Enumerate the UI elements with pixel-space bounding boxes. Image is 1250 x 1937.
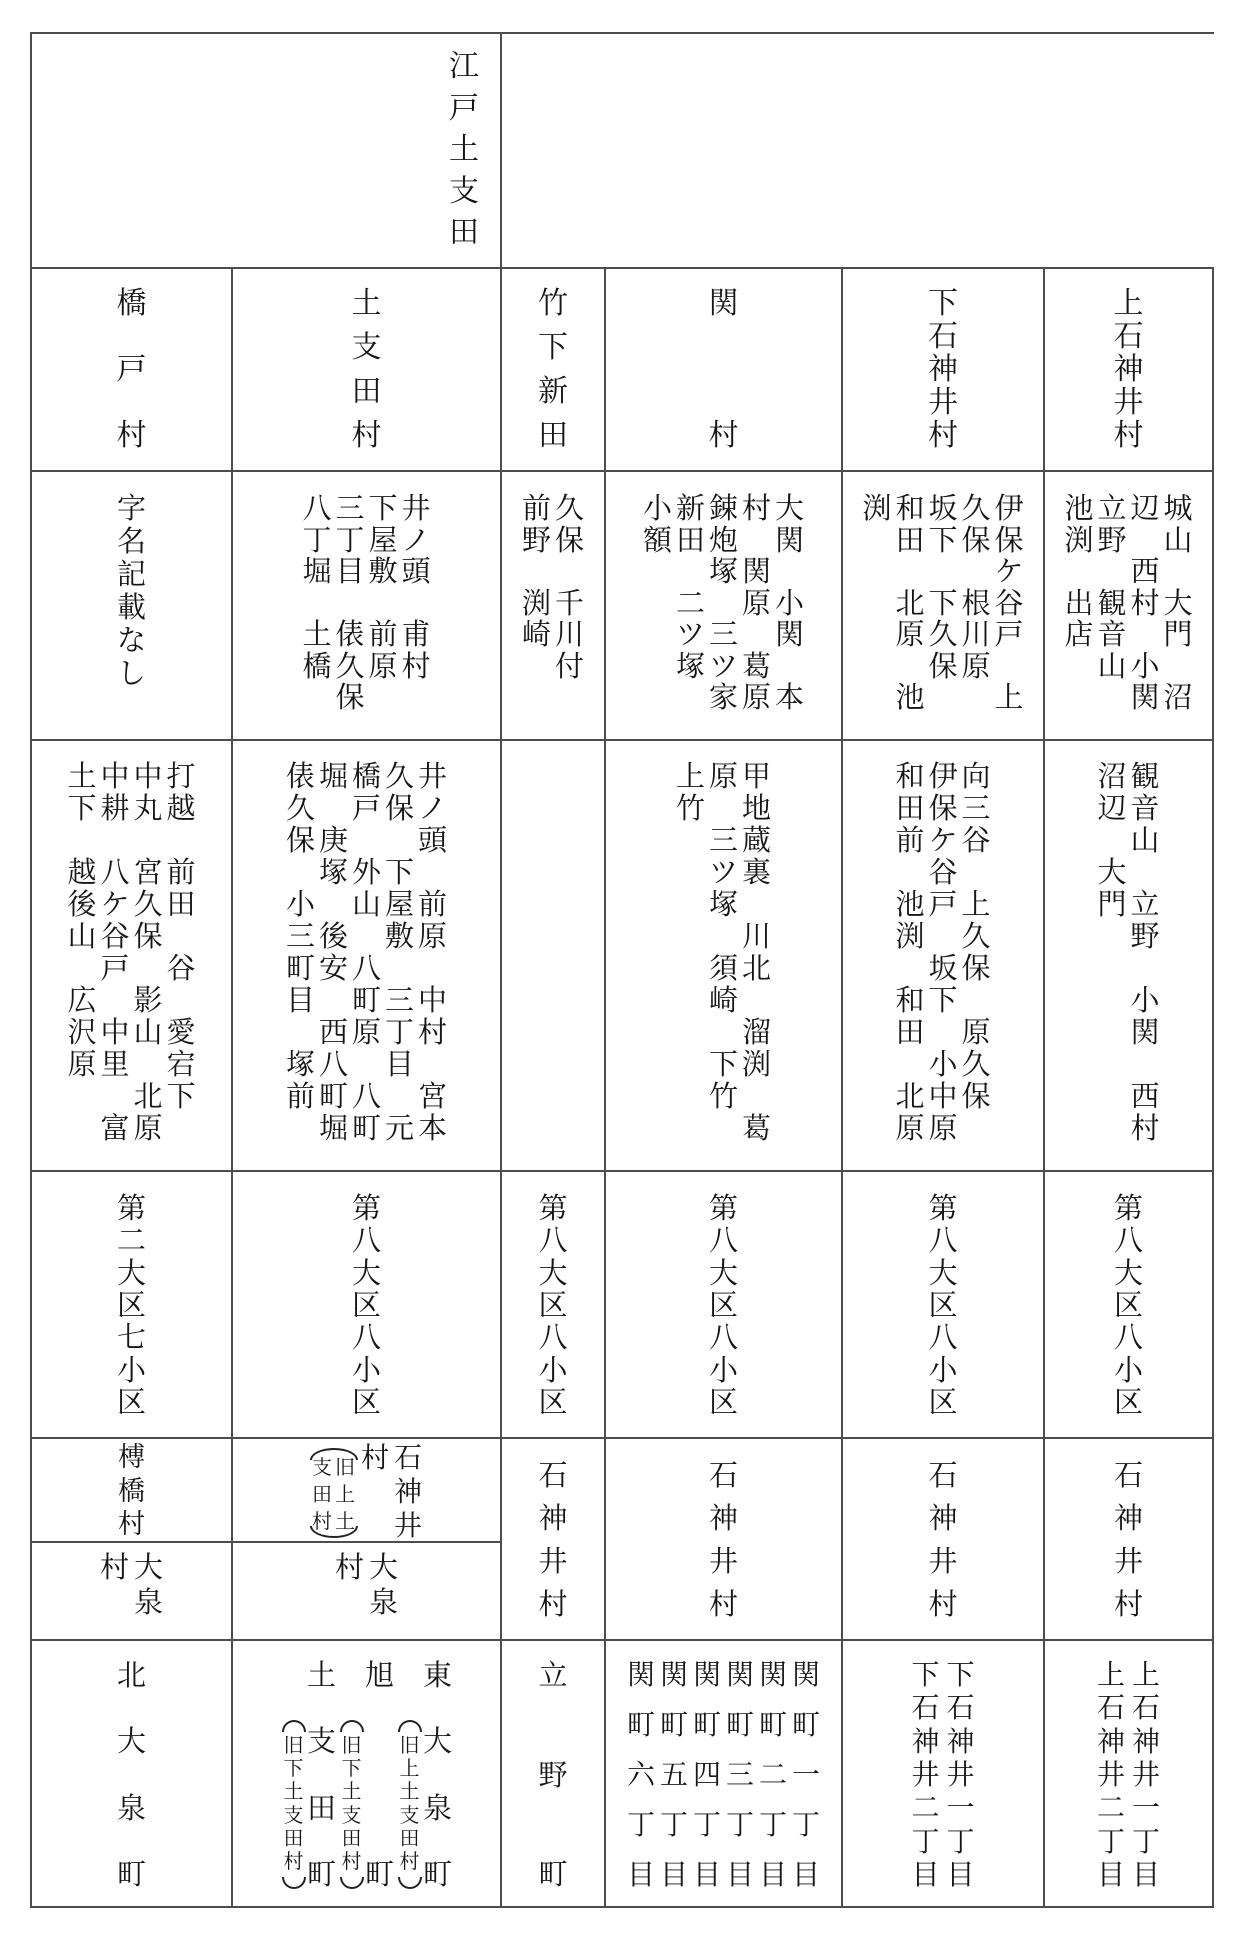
aza-names-cell-empty [502,741,606,1172]
current-town-cell [502,1641,606,1908]
meiji-village-name: 石 神 井 村 [1114,1458,1144,1621]
current-town-name: 土 支 田 町 [307,1658,337,1891]
aza-name-column: 八 丁 堀 土 橋 [302,491,332,683]
district-cell [502,1172,606,1439]
aza-name-column: 村 関 原 葛 原 [742,491,772,714]
aza-name-column: 久 保 千 川 付 [555,491,585,683]
current-town-name: 関 町 五 丁 目 [660,1658,689,1891]
aza-name-column: 渕 [862,491,892,525]
meiji-village-name-column: 大 泉 [134,1550,164,1619]
meiji-village-name-column: 村 [100,1550,130,1584]
current-town-cell [843,1641,1045,1908]
aza-name-column: 立 野 観 音 山 [1097,491,1127,683]
village-name-cell [233,269,502,472]
former-village-note [339,1720,365,1889]
aza-name-column: 中 丸 宮 久 保 影 山 北 原 [133,759,163,1145]
district-label: 第 八 大 区 八 小 区 [1114,1191,1144,1419]
meiji-village-name-column: 大 泉 [369,1550,399,1619]
aza-name-column: 新 田 二 ツ 塚 [676,491,706,683]
village-name: 関 村 [708,286,739,453]
aza-name-column: 俵 久 保 小 三 町 目 塚 前 [286,759,316,1113]
aza-name-column: 和 田 前 池 渕 和 田 北 原 [895,759,925,1145]
district-label: 第 八 大 区 八 小 区 [709,1191,739,1419]
current-town-cell [32,1641,233,1908]
current-town-entry [397,1658,453,1891]
district-cell [32,1172,233,1439]
village-name: 竹 下 新 田 [538,286,568,453]
aza-name-column: 土 下 越 後 山 広 沢 原 [67,759,97,1081]
village-name-cell [502,269,606,472]
district-label: 第 八 大 区 八 小 区 [538,1191,568,1419]
aza-name-column: 伊 保 ケ 谷 戸 坂 下 小 中 原 [928,759,958,1145]
aza-names-cell [843,741,1045,1172]
aza-name-column: 久 保 下 屋 敷 三 丁 目 元 [385,759,415,1145]
aza-names-cell [606,472,843,741]
district-label: 第 八 大 区 八 小 区 [352,1191,382,1419]
village-name-cell [1045,269,1214,472]
meiji-village-cell [502,1439,606,1641]
aza-name-column: 坂 下 下 久 保 [928,491,958,683]
aza-name-column: 堀 庚 塚 後 安 西 八 町 堀 [319,759,349,1145]
aza-name-column: 字 名 記 載 な し [117,491,147,690]
district-label: 第 八 大 区 八 小 区 [928,1191,958,1419]
aza-names-cell [233,472,502,741]
current-town-name: 関 町 二 丁 目 [759,1658,788,1891]
meiji-village-upper-cell [233,1439,502,1543]
aza-name-column: 三 丁 目 俵 久 保 [335,491,365,714]
meiji-village-cell [1045,1439,1214,1641]
meiji-village-name: 石 神 井 村 [538,1458,568,1621]
meiji-village-name: 石 神 井 村 [709,1458,739,1621]
aza-names-cell [606,741,843,1172]
aza-name-column: 下 屋 敷 前 原 [368,491,398,683]
village-name: 土 支 田 村 [351,286,382,453]
aza-name-column: 打 越 前 田 谷 愛 宕 下 [166,759,196,1113]
meiji-village-lower-cell [233,1543,502,1641]
current-town-entry [281,1658,337,1891]
current-town-name: 北 大 泉 町 [117,1658,147,1891]
aza-name-column: 前 野 渕 崎 [522,491,552,651]
aza-name-column: 城 山 大 門 沼 [1163,491,1193,714]
meiji-village-cell [606,1439,843,1641]
note-text-column: 旧 上 土 支 田 村 [399,1733,420,1873]
village-name: 下 石 神 井 村 [928,286,958,453]
meiji-village-name-column: 村 [361,1441,390,1474]
aza-name-column: 橋 戸 外 山 八 町 原 八 町 [352,759,382,1145]
aza-name-column: 和 田 北 原 池 [895,491,925,714]
current-town-name: 立 野 町 [538,1658,568,1891]
meiji-village-name-column: 村 [335,1550,365,1584]
aza-name-column: 久 保 根 川 原 [961,491,991,683]
former-village-note [397,1720,423,1889]
aza-name-column: 辺 西 村 小 関 [1130,491,1160,714]
aza-name-column: 沼 辺 大 門 [1097,759,1127,921]
current-town-cell [233,1641,502,1908]
current-town-name: 下 石 神 井 一 丁 目 [946,1658,975,1891]
aza-name-column: 甲 地 蔵 裏 川 北 溜 渕 葛 [742,759,772,1145]
aza-name-column: 池 渕 出 店 [1064,491,1094,651]
current-town-name: 関 町 四 丁 目 [693,1658,722,1891]
current-town-cell [606,1641,843,1908]
aza-names-cell [1045,472,1214,741]
district-cell [233,1172,502,1439]
village-name: 上 石 神 井 村 [1113,286,1144,453]
aza-name-column: 原 三 ツ 塚 須 崎 下 竹 [709,759,739,1113]
village-name-cell [32,269,233,472]
aza-name-column: 上 竹 [676,759,706,825]
note-text-column: 旧 上 土 [335,1455,355,1533]
header-empty-cell [502,34,1214,269]
aza-name-column: 伊 保 ケ 谷 戸 上 [994,491,1024,714]
aza-name-column: 大 関 小 関 本 [775,491,805,714]
aza-name-column: 向 三 谷 上 久 保 原 久 保 [961,759,991,1113]
meiji-village-name: 榑 橋 村 [118,1442,145,1540]
aza-names-cell [233,741,502,1172]
meiji-village-lower-cell [32,1543,233,1641]
district-cell [843,1172,1045,1439]
village-history-table [30,32,1214,1908]
former-village-note [281,1720,307,1889]
meiji-village-upper-cell [32,1439,233,1543]
aza-name-column: 中 耕 八 ケ 谷 戸 中 里 富 [100,759,130,1145]
aza-names-cell [502,472,606,741]
former-village-note [309,1448,359,1538]
aza-names-cell [1045,741,1214,1172]
aza-name-column: 鋉 炮 塚 三 ツ 家 [709,491,739,714]
aza-name-column: 観 音 山 立 野 小 関 西 村 [1130,759,1160,1145]
village-name-cell [843,269,1045,472]
note-text-column: 支 田 村 [312,1455,332,1533]
district-cell [606,1172,843,1439]
current-town-name: 関 町 六 丁 目 [627,1658,656,1891]
village-name: 橋 戸 村 [116,286,147,453]
header-cell [32,34,502,269]
current-town-name: 東 大 泉 町 [423,1658,453,1891]
district-label: 第 二 大 区 七 小 区 [117,1191,147,1419]
village-name-cell [606,269,843,472]
current-town-name: 下 石 神 井 二 丁 目 [911,1658,940,1891]
aza-names-cell [32,741,233,1172]
aza-name-column: 小 額 [643,491,673,557]
header-title: 江 戸 土 支 田 [449,49,479,250]
current-town-name: 関 町 一 丁 目 [792,1658,821,1891]
note-text-column: 旧 下 土 支 田 村 [283,1733,304,1873]
current-town-entry [339,1658,395,1891]
aza-name-column: 井 ノ 頭 甫 村 [401,491,431,683]
current-town-name: 旭 町 [365,1658,395,1891]
aza-names-cell [32,472,233,741]
aza-names-cell [843,472,1045,741]
current-town-name: 上 石 神 井 一 丁 目 [1132,1658,1161,1891]
meiji-village-name-column: 石 神 井 [394,1441,423,1542]
district-cell [1045,1172,1214,1439]
meiji-village-cell [843,1439,1045,1641]
current-town-name: 関 町 三 丁 目 [726,1658,755,1891]
aza-name-column: 井 ノ 頭 前 原 中 村 宮 本 [418,759,448,1145]
current-town-cell [1045,1641,1214,1908]
current-town-name: 上 石 神 井 二 丁 目 [1097,1658,1126,1891]
meiji-village-name: 石 神 井 村 [928,1458,958,1621]
note-text-column: 旧 下 土 支 田 村 [341,1733,362,1873]
